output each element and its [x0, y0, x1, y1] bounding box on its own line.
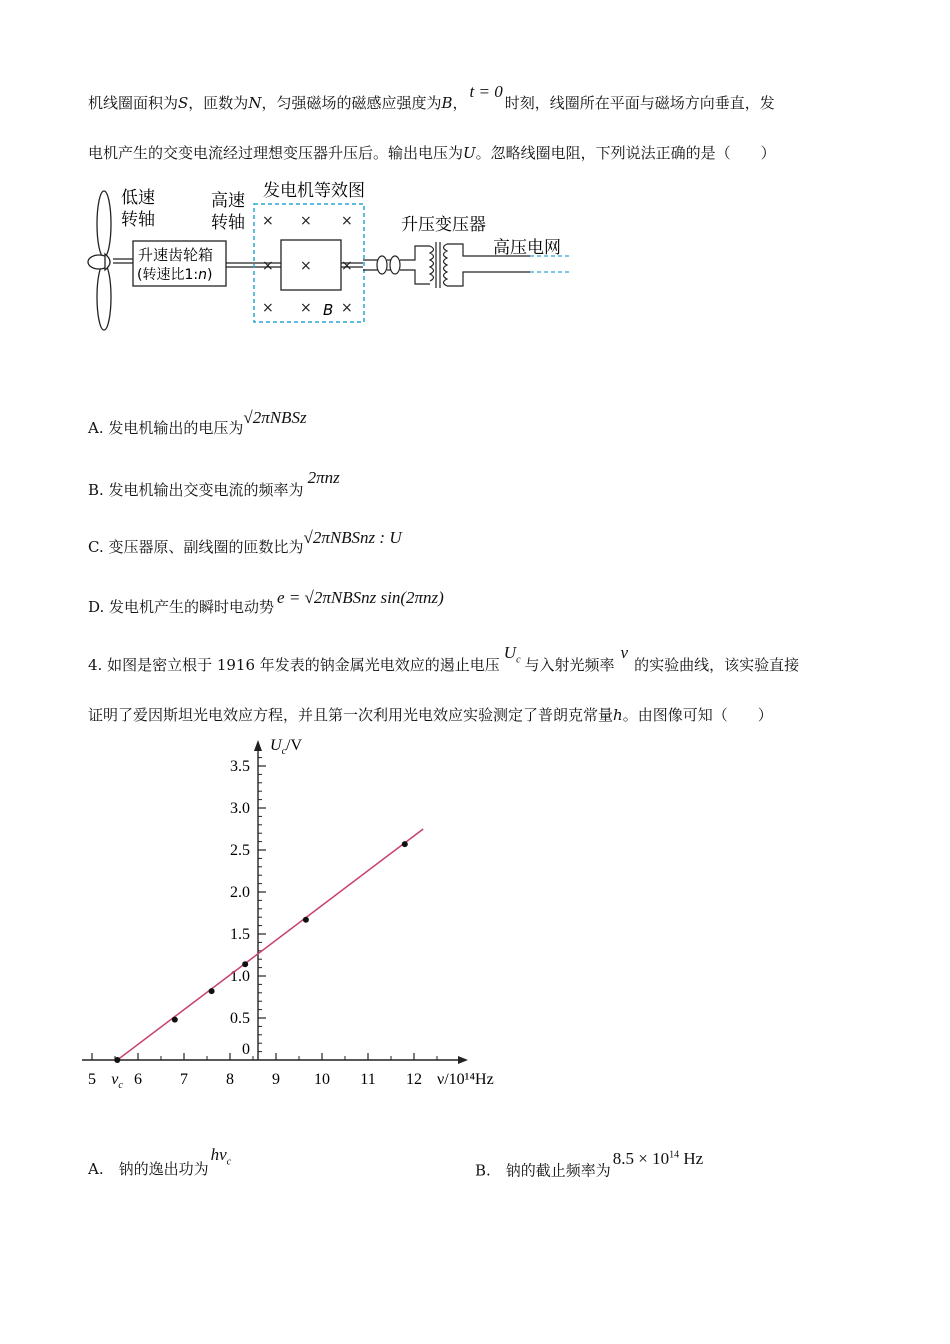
transformer-label: 升压变压器 [401, 215, 486, 235]
y-tick-label: 0.5 [230, 1010, 250, 1027]
gearbox-label-2: (转速比1:n) [137, 267, 213, 283]
formula-d: e = √2πNBSnz sin(2πnz) [277, 588, 444, 607]
q3-option-c[interactable]: C. 变压器原、副线圈的匝数比为√2πNBSnz : U [88, 528, 402, 556]
field-cross: × [300, 213, 312, 229]
x-axis-arrow [458, 1056, 468, 1064]
chart-axes [82, 740, 468, 1064]
data-point [303, 917, 309, 923]
formula-b: 2πnz [307, 468, 340, 487]
x-axis-label: ν/10¹⁴Hz [437, 1071, 494, 1088]
formula-hvc: $h\nu_c$ [210, 1145, 232, 1168]
high-speed-label-2: 转轴 [211, 213, 245, 233]
x-tick-label: 10 [314, 1071, 330, 1088]
field-cross: × [262, 213, 274, 229]
y-tick-label: 1.5 [230, 926, 250, 943]
q3-line2: 电机产生的交变电流经过理想变压器升压后。输出电压为U。忽略线圈电阻，下列说法正确的是（ ） [88, 144, 776, 162]
q3-line1: 机线圈面积为S，匝数为N，匀强磁场的磁感应强度为B，t = 0时刻，线圈所在平面与磁场方向垂直，发 [88, 82, 775, 112]
x-tick-label: 7 [180, 1071, 188, 1088]
y-axis-label: $U_c/V$ [270, 737, 303, 757]
generator-title: 发电机等效图 [263, 181, 365, 201]
x-tick-label: 5 [88, 1071, 96, 1088]
q3-option-d[interactable]: D. 发电机产生的瞬时电动势 e = √2πNBSnz sin(2πnz) [88, 588, 444, 616]
x-tick-label: 11 [360, 1071, 376, 1088]
field-cross: × [300, 300, 312, 316]
y-tick-label: 2.5 [230, 842, 250, 859]
field-cross: × [262, 300, 274, 316]
cutoff-frequency-label: $\nu_c$ [111, 1071, 123, 1091]
q3-option-a[interactable]: A. 发电机输出的电压为√2πNBSz [88, 408, 307, 437]
field-B-label: B [323, 301, 334, 319]
q4-option-b[interactable]: B. 钠的截止频率为$8.5 \times 10^{14}$ Hz [475, 1148, 704, 1180]
field-cross: × [262, 258, 274, 274]
x-tick-label: 9 [272, 1071, 280, 1088]
data-point [209, 988, 215, 994]
data-point [402, 841, 408, 847]
cutoff-point [114, 1057, 120, 1063]
field-cross: × [341, 258, 353, 274]
field-cross: × [341, 300, 353, 316]
x-tick-label: 12 [406, 1071, 422, 1088]
y-tick-label: 2.0 [230, 884, 250, 901]
Uc-symbol: $U_c$ [503, 643, 521, 666]
propeller-icon [88, 191, 111, 330]
low-speed-label-1: 低速 [121, 188, 155, 208]
y-tick-label: 0 [242, 1041, 250, 1058]
formula-cutoff: $8.5 \times 10^{14}$ Hz [612, 1148, 704, 1168]
y-tick-label: 3.0 [230, 800, 250, 817]
t-zero: t = 0 [469, 82, 503, 101]
photoelectric-chart [80, 730, 520, 1095]
q4-option-a[interactable]: A. 钠的逸出功为$h\nu_c$ [88, 1145, 232, 1178]
x-tick-label: 6 [134, 1071, 142, 1088]
data-point [172, 1017, 178, 1023]
wind-turbine-diagram [85, 178, 585, 343]
chart-series [114, 829, 423, 1063]
gearbox-label-1: 升速齿轮箱 [138, 246, 214, 264]
q4-line2: 证明了爱因斯坦光电效应方程，并且第一次利用光电效应实验测定了普朗克常量h。由图像可知（ ） [88, 706, 773, 724]
y-tick-label: 3.5 [230, 758, 250, 775]
q4-line1: 4. 如图是密立根于 1916 年发表的钠金属光电效应的遏止电压$U_c$ 与入射光频率ν的实验曲线，该实验直接 [88, 643, 800, 674]
grid-label: 高压电网 [493, 238, 561, 258]
fit-line [117, 829, 423, 1060]
chart-ticks [88, 758, 437, 1088]
y-tick-label: 1.0 [230, 968, 250, 985]
x-tick-label: 8 [226, 1071, 234, 1088]
q3-option-b[interactable]: B. 发电机输出交变电流的频率为2πnz [88, 468, 340, 499]
formula-c: √2πNBSnz : U [303, 528, 402, 547]
y-axis-arrow [254, 740, 262, 751]
nu-symbol: ν [620, 643, 629, 662]
high-speed-label-1: 高速 [211, 191, 245, 211]
data-point [242, 961, 248, 967]
transformer-icon [400, 242, 491, 288]
low-speed-label-2: 转轴 [121, 210, 155, 230]
field-cross: × [300, 258, 312, 274]
formula-a: √2πNBSz [243, 408, 307, 427]
field-cross: × [341, 213, 353, 229]
